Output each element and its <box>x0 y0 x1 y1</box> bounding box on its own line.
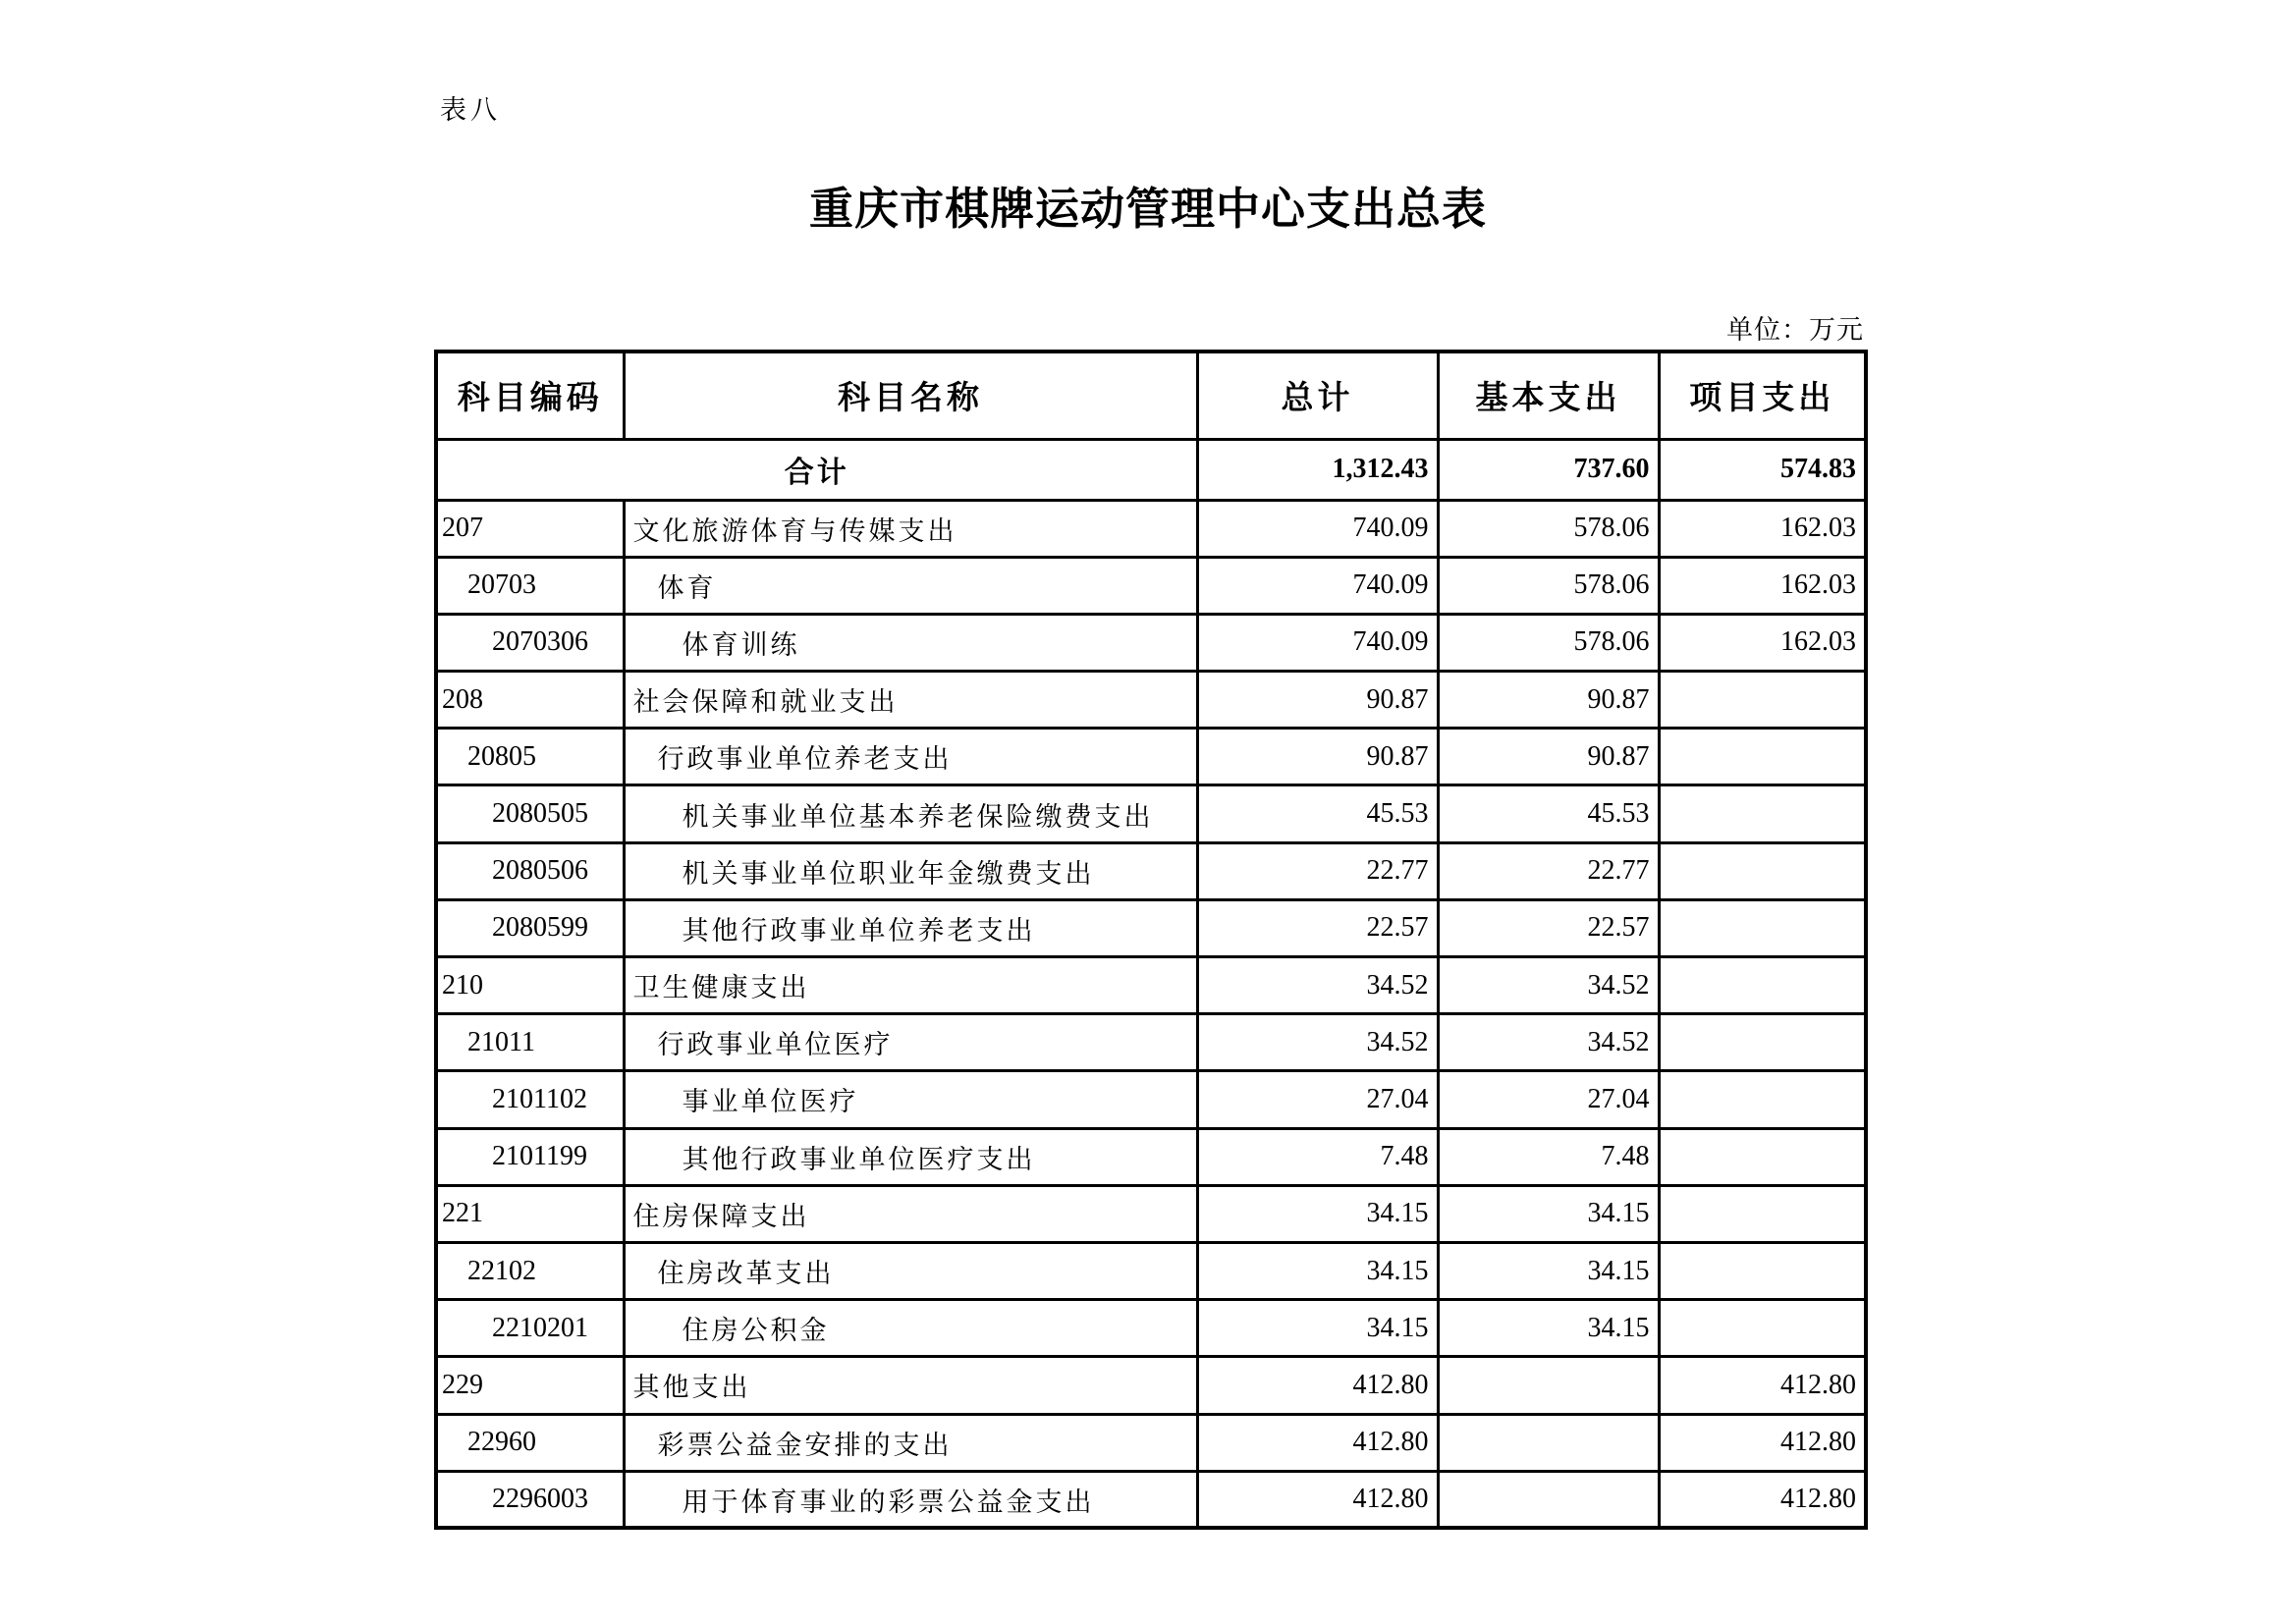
project-value-cell <box>1659 672 1866 729</box>
total-value-cell: 412.80 <box>1197 1357 1438 1414</box>
total-value-cell: 27.04 <box>1197 1071 1438 1128</box>
total-row-basic-value: 737.60 <box>1438 439 1659 500</box>
total-value-cell: 34.52 <box>1197 957 1438 1014</box>
subject-name-cell: 行政事业单位养老支出 <box>624 729 1197 785</box>
basic-value-cell: 578.06 <box>1438 557 1659 614</box>
project-value-cell <box>1659 1014 1866 1071</box>
col-header-basic: 基本支出 <box>1438 352 1659 439</box>
subject-name-cell: 文化旅游体育与传媒支出 <box>624 500 1197 557</box>
total-row-total-value: 1,312.43 <box>1197 439 1438 500</box>
subject-name-cell: 社会保障和就业支出 <box>624 672 1197 729</box>
subject-name-cell: 体育训练 <box>624 614 1197 671</box>
total-row-project-value: 574.83 <box>1659 439 1866 500</box>
subject-name-cell: 卫生健康支出 <box>624 957 1197 1014</box>
total-value-cell: 412.80 <box>1197 1471 1438 1528</box>
subject-code-cell: 207 <box>436 500 624 557</box>
subject-name-cell: 用于体育事业的彩票公益金支出 <box>624 1471 1197 1528</box>
total-value-cell: 90.87 <box>1197 672 1438 729</box>
header-row <box>436 352 1866 439</box>
project-value-cell: 162.03 <box>1659 614 1866 671</box>
table-row <box>436 957 1866 1014</box>
project-value-cell <box>1659 957 1866 1014</box>
total-value-cell: 34.15 <box>1197 1300 1438 1357</box>
basic-value-cell: 45.53 <box>1438 785 1659 842</box>
col-header-subject-name: 科目名称 <box>624 352 1197 439</box>
table-row <box>436 500 1866 557</box>
basic-value-cell <box>1438 1357 1659 1414</box>
total-value-cell: 34.52 <box>1197 1014 1438 1071</box>
basic-value-cell: 90.87 <box>1438 672 1659 729</box>
subject-code-cell: 210 <box>436 957 624 1014</box>
total-value-cell: 740.09 <box>1197 557 1438 614</box>
subject-name-cell: 其他行政事业单位养老支出 <box>624 899 1197 956</box>
subject-code-cell: 2070306 <box>436 614 624 671</box>
expenditure-summary-table <box>434 350 1868 1530</box>
project-value-cell <box>1659 1185 1866 1242</box>
subject-code-cell: 21011 <box>436 1014 624 1071</box>
table-row <box>436 1357 1866 1414</box>
subject-name-cell: 彩票公益金安排的支出 <box>624 1414 1197 1471</box>
basic-value-cell <box>1438 1414 1659 1471</box>
table-row <box>436 557 1866 614</box>
table-row <box>436 1242 1866 1299</box>
total-value-cell: 34.15 <box>1197 1185 1438 1242</box>
table-row <box>436 785 1866 842</box>
subject-code-cell: 2080506 <box>436 842 624 899</box>
basic-value-cell: 34.15 <box>1438 1242 1659 1299</box>
basic-value-cell: 578.06 <box>1438 614 1659 671</box>
total-value-cell: 22.77 <box>1197 842 1438 899</box>
col-header-subject-code: 科目编码 <box>436 352 624 439</box>
subject-code-cell: 2080599 <box>436 899 624 956</box>
basic-value-cell: 27.04 <box>1438 1071 1659 1128</box>
page-title: 重庆市棋牌运动管理中心支出总表 <box>808 185 1487 234</box>
subject-code-cell: 2101199 <box>436 1128 624 1185</box>
project-value-cell: 412.80 <box>1659 1471 1866 1528</box>
basic-value-cell: 22.57 <box>1438 899 1659 956</box>
col-header-project: 项目支出 <box>1659 352 1866 439</box>
project-value-cell <box>1659 1128 1866 1185</box>
basic-value-cell: 34.15 <box>1438 1300 1659 1357</box>
subject-code-cell: 22960 <box>436 1414 624 1471</box>
subject-name-cell: 住房改革支出 <box>624 1242 1197 1299</box>
total-value-cell: 740.09 <box>1197 614 1438 671</box>
project-value-cell <box>1659 785 1866 842</box>
subject-code-cell: 20805 <box>436 729 624 785</box>
subject-code-cell: 20703 <box>436 557 624 614</box>
project-value-cell: 162.03 <box>1659 500 1866 557</box>
subject-code-cell: 2296003 <box>436 1471 624 1528</box>
subject-name-cell: 住房保障支出 <box>624 1185 1197 1242</box>
subject-name-cell: 机关事业单位职业年金缴费支出 <box>624 842 1197 899</box>
subject-code-cell: 22102 <box>436 1242 624 1299</box>
basic-value-cell: 7.48 <box>1438 1128 1659 1185</box>
table-row <box>436 1414 1866 1471</box>
subject-code-cell: 2210201 <box>436 1300 624 1357</box>
table-row <box>436 899 1866 956</box>
subject-code-cell: 229 <box>436 1357 624 1414</box>
col-header-total: 总计 <box>1197 352 1438 439</box>
project-value-cell <box>1659 842 1866 899</box>
project-value-cell: 412.80 <box>1659 1357 1866 1414</box>
table-number-label: 表八 <box>440 95 501 125</box>
table-row <box>436 1300 1866 1357</box>
project-value-cell: 162.03 <box>1659 557 1866 614</box>
total-row-label: 合计 <box>436 439 1197 500</box>
project-value-cell <box>1659 899 1866 956</box>
subject-name-cell: 体育 <box>624 557 1197 614</box>
basic-value-cell: 22.77 <box>1438 842 1659 899</box>
subject-code-cell: 221 <box>436 1185 624 1242</box>
subject-code-cell: 2080505 <box>436 785 624 842</box>
subject-name-cell: 其他行政事业单位医疗支出 <box>624 1128 1197 1185</box>
total-value-cell: 90.87 <box>1197 729 1438 785</box>
total-value-cell: 740.09 <box>1197 500 1438 557</box>
table-row <box>436 1128 1866 1185</box>
basic-value-cell: 90.87 <box>1438 729 1659 785</box>
table-row <box>436 842 1866 899</box>
subject-name-cell: 其他支出 <box>624 1357 1197 1414</box>
table-row <box>436 729 1866 785</box>
basic-value-cell <box>1438 1471 1659 1528</box>
subject-code-cell: 208 <box>436 672 624 729</box>
subject-code-cell: 2101102 <box>436 1071 624 1128</box>
table-row <box>436 1071 1866 1128</box>
project-value-cell <box>1659 1071 1866 1128</box>
project-value-cell <box>1659 1300 1866 1357</box>
table-row <box>436 1471 1866 1528</box>
subject-name-cell: 事业单位医疗 <box>624 1071 1197 1128</box>
project-value-cell <box>1659 1242 1866 1299</box>
table-row <box>436 1185 1866 1242</box>
subject-name-cell: 机关事业单位基本养老保险缴费支出 <box>624 785 1197 842</box>
table-row <box>436 672 1866 729</box>
basic-value-cell: 578.06 <box>1438 500 1659 557</box>
project-value-cell: 412.80 <box>1659 1414 1866 1471</box>
total-value-cell: 22.57 <box>1197 899 1438 956</box>
total-value-cell: 34.15 <box>1197 1242 1438 1299</box>
basic-value-cell: 34.52 <box>1438 957 1659 1014</box>
basic-value-cell: 34.52 <box>1438 1014 1659 1071</box>
table-row <box>436 614 1866 671</box>
total-value-cell: 45.53 <box>1197 785 1438 842</box>
total-value-cell: 7.48 <box>1197 1128 1438 1185</box>
basic-value-cell: 34.15 <box>1438 1185 1659 1242</box>
project-value-cell <box>1659 729 1866 785</box>
subject-name-cell: 行政事业单位医疗 <box>624 1014 1197 1071</box>
subject-name-cell: 住房公积金 <box>624 1300 1197 1357</box>
total-value-cell: 412.80 <box>1197 1414 1438 1471</box>
total-row <box>436 439 1866 500</box>
table-row <box>436 1014 1866 1071</box>
unit-note: 单位：万元 <box>1726 315 1864 345</box>
